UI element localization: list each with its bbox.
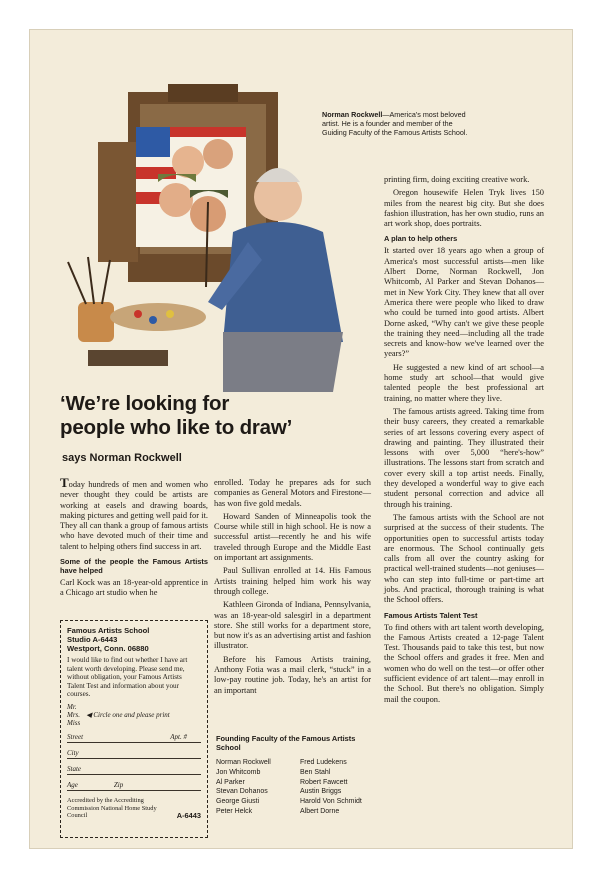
paragraph-anthony-fotia: Before his Famous Artists training, Anthony Fotia was a mail clerk, “stuck” in a low-pay routine job. Today, he's an artist for an important: [214, 654, 371, 695]
apt-label: Apt. #: [170, 732, 187, 741]
faculty-member: Stevan Dohanos: [216, 788, 268, 796]
caption-name: Norman Rockwell: [322, 110, 383, 119]
column-1: [60, 475, 208, 602]
paragraph-carl-kock-cont: enrolled. Today he prepares ads for such companies as General Motors and Firestone—has won five gold medals.: [214, 478, 371, 508]
subhead-plan: A plan to help others: [384, 234, 458, 244]
paragraph-kathleen-gironda: Kathleen Gironda of Indiana, Pennsylvania, was an 18-year-old salesgirl in a department store. She still works for a department store, but now it's as an advertising artist and fashion illustrator.: [214, 600, 371, 651]
headline-line-1: ‘We’re looking for: [60, 392, 230, 415]
faculty-member: Robert Fawcett: [300, 778, 348, 786]
paragraph-paul-sullivan: Paul Sullivan enrolled at 14. His Famous Artists training helped him work his way through college.: [214, 566, 371, 596]
subhead-helped: Some of the people the Famous Artists have helped: [60, 557, 208, 576]
paragraph-lessons: The famous artists agreed. Taking time from their busy careers, they created a remarkable series of art lessons covering every aspect of drawing and painting. They illustrated their lessons with over 5,000 “here's-how” illustrations. The lessons start from scratch and cover every skill a top artist needs. Finally, they developed a wonderful way to give each student personal correction and advice all through his training.: [384, 406, 544, 509]
faculty-member: Albert Dorne: [300, 807, 340, 815]
caption-text: —America's most beloved artist. He is a founder and member of the Guiding Faculty of the Famous Artists School.: [322, 110, 468, 137]
coupon-title-row[interactable]: [67, 703, 201, 727]
street-label: Street: [67, 732, 84, 741]
faculty-member: Al Parker: [216, 778, 245, 786]
coupon-form[interactable]: [60, 620, 208, 838]
zip-label: Zip: [113, 780, 124, 789]
circle-note: ◀ Circle one and please print: [86, 710, 170, 719]
paragraph-fotia-cont: printing firm, doing exciting creative work.: [384, 175, 530, 184]
faculty-member: Harold Von Schmidt: [300, 798, 362, 806]
title-mr[interactable]: Mr.: [67, 702, 77, 711]
title-miss[interactable]: Miss: [67, 718, 81, 727]
circle-note-text: Circle one and please print: [93, 710, 170, 719]
coupon-request-text: I would like to find out whether I have art talent worth developing. Please send me, without obligation, your Famous Artists Talent Test and information about your courses.: [67, 656, 188, 699]
paragraph-carl-kock: Carl Kock was an 18-year-old apprentice in a Chicago art studio when he: [60, 578, 208, 598]
coupon-studio: Studio A-6443: [67, 635, 118, 644]
ad-page: [30, 30, 572, 848]
faculty-member: Ben Stahl: [300, 768, 331, 776]
column-2: [214, 478, 371, 699]
coupon-address: Westport, Conn. 06880: [67, 644, 149, 653]
intro-paragraph: [60, 475, 208, 552]
faculty-heading: Founding Faculty of the Famous Artists School: [216, 734, 356, 752]
city-field[interactable]: [67, 749, 201, 759]
city-label: City: [67, 748, 79, 757]
faculty-member: Fred Ludekens: [300, 759, 347, 766]
coupon-code: A-6443: [176, 811, 201, 821]
intro-drop-cap: T: [60, 475, 69, 490]
headline: [60, 392, 390, 440]
paragraph-helen-tryk: Oregon housewife Helen Tryk lives 150 miles from the nearest big city. But she does fashion illustration, has her own studio, runs an art work shop, does portraits.: [384, 188, 544, 229]
paragraph-howard-sanden: Howard Sanden of Minneapolis took the Course while still in high school. He is now a successful artist—recently he and his wife traveled through Europe and the Middle East on important art assignments.: [214, 511, 371, 563]
byline: says Norman Rockwell: [62, 452, 182, 464]
title-mrs[interactable]: Mrs.: [67, 710, 81, 719]
paragraph-talent-test: To find others with art talent worth developing, the Famous Artists created a 12-page Talent Test. Thousands paid to take this test, but now the School offers and grades it free. Men and women who do well on the test—or offer other sufficient evidence of art talent—may enroll in the School. But there's no obligation. Simply mail the coupon.: [384, 622, 544, 704]
accreditation-text: Accredited by the Accrediting Commission National Home Study Council: [67, 796, 157, 820]
paragraph-history: It started over 18 years ago when a group of America's most successful artists—men like Albert Dorne, Norman Rockwell, Jon Whitcomb, Al Parker and Stevan Dohanos—met in New York City. They knew that all over America there were people who liked to draw who could be turned into good artists. Albert Dorne asked, “Why can't we give these people the training they need—including all the trade secrets and know-how we've learned over the years?”: [384, 246, 544, 359]
age-zip-field[interactable]: [67, 781, 201, 791]
street-field[interactable]: [67, 733, 201, 743]
intro-text: oday hundreds of men and women who never thought they could be artists are working at easels and drawing boards, making pictures and getting well paid for it. They all can thank a group of famous artists who have devoted much of their time and talent to helping others find success in art.: [60, 480, 208, 551]
faculty-member: Peter Helck: [216, 807, 253, 815]
paragraph-opportunities: The famous artists with the School are not surprised at the success of their students. The opportunities open to successful artists today are enormous. The School continually gets calls from all over the country asking for practical well-trained students—not geniuses—who can step into full-time or part-time art jobs. And practical, thorough training is what the School offers.: [384, 512, 544, 605]
coupon-titles[interactable]: [67, 703, 80, 727]
subhead-talent-test: Famous Artists Talent Test: [384, 610, 478, 620]
headline-line-2: people who like to draw’: [60, 416, 293, 439]
column-3: [384, 175, 544, 708]
state-field[interactable]: [67, 765, 201, 775]
faculty-member: Jon Whitcomb: [216, 768, 261, 776]
faculty-member: Norman Rockwell: [216, 759, 271, 766]
faculty-list: [216, 758, 378, 817]
faculty-member: Austin Briggs: [300, 788, 342, 796]
faculty-member: George Giusti: [216, 798, 260, 806]
illustration-caption: [322, 110, 472, 137]
age-label: Age: [67, 780, 78, 789]
state-label: State: [67, 764, 81, 773]
coupon-org-name: Famous Artists School: [67, 626, 150, 635]
founding-faculty: [216, 734, 378, 817]
accreditation-row: [67, 797, 201, 820]
paragraph-home-study: He suggested a new kind of art school—a home study art school—that would give talented people the best professional art training, no matter where they live.: [384, 362, 544, 403]
